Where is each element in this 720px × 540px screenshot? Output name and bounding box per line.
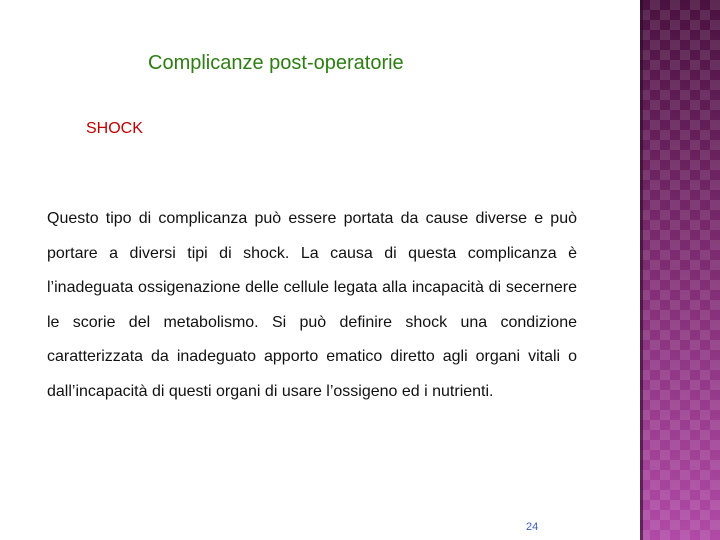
slide-title: Complicanze post-operatorie xyxy=(148,52,404,74)
slide-subtitle: SHOCK xyxy=(86,120,143,137)
body-paragraph: Questo tipo di complicanza può essere portata da cause diverse e può portare a diversi tipi di shock. La causa di questa complicanza è l’inadeguata ossigenazione delle cellule legata alla incapacità di secernere le scorie del metabolismo. Si può definire shock una condizione caratterizzata da inadeguato apporto ematico diretto agli organi vitali o dall’incapacità di questi organi di usare l’ossigeno ed i nutrienti. xyxy=(47,210,577,400)
page-number: 24 xyxy=(526,521,539,533)
decorative-side-panel xyxy=(640,0,720,540)
